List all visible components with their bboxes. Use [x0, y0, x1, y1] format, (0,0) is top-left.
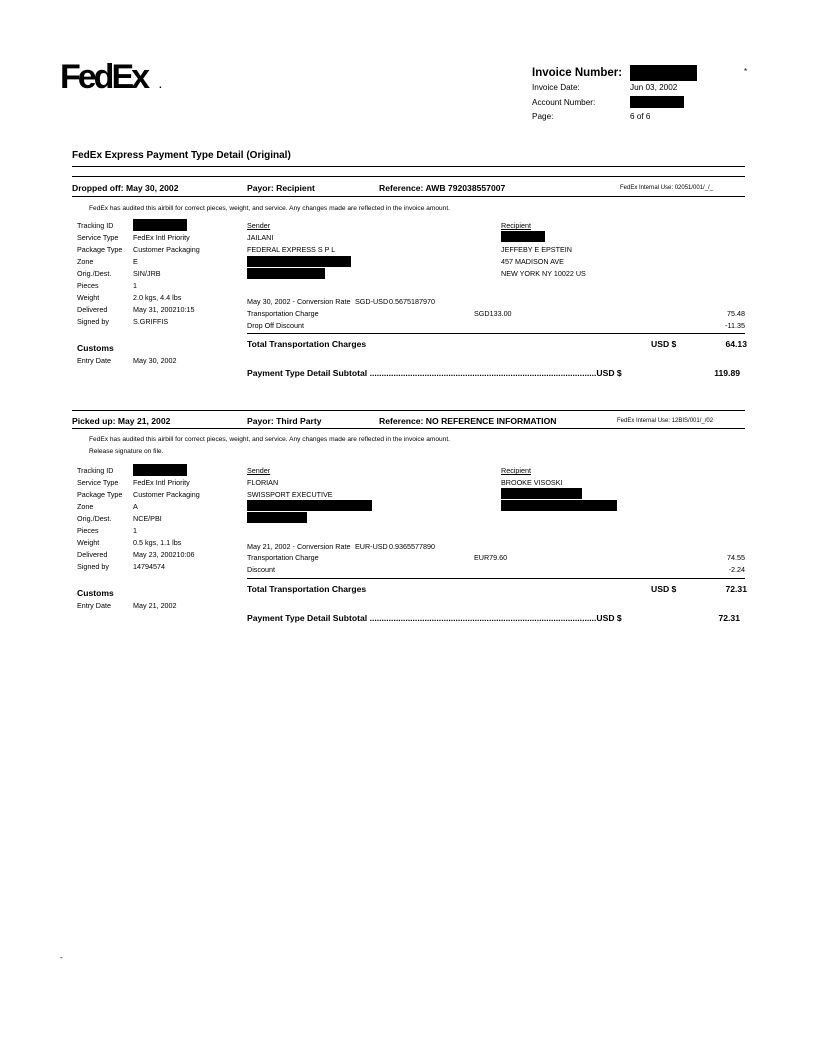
label-tracking-id: Tracking ID [77, 221, 114, 230]
page-label: Page: [532, 112, 554, 121]
label-orig-dest: Orig./Dest. [77, 269, 112, 278]
discount-label: Drop Off Discount [247, 321, 304, 330]
redacted-tracking-id [133, 219, 187, 231]
internal-use: FedEx Internal Use: 12BIS/001/_/02 [617, 418, 714, 424]
footer-mark: - [60, 953, 63, 962]
recipient-line: BROOKE VISOSKI [501, 478, 563, 487]
conversion-rate: 0.5675187970 [389, 297, 435, 306]
discount-label: Discount [247, 565, 275, 574]
divider [72, 410, 745, 411]
signed-by: S.GRIFFIS [133, 317, 169, 326]
redacted-recipient-name [501, 231, 545, 242]
redacted-invoice-number [630, 65, 697, 81]
total-currency: USD $ [651, 339, 677, 349]
sender-heading: Sender [247, 221, 271, 230]
internal-use: FedEx Internal Use: 02051/001/_/_ [620, 185, 714, 191]
label-pieces: Pieces [77, 526, 99, 535]
divider [72, 166, 745, 167]
label-zone: Zone [77, 257, 94, 266]
redacted-recipient-address [501, 500, 617, 511]
total-transport-label: Total Transportation Charges [247, 339, 367, 349]
pieces: 1 [133, 526, 137, 535]
recipient-line: 457 MADISON AVE [501, 257, 564, 266]
entry-date: May 21, 2002 [133, 601, 177, 610]
reference: Reference: AWB 792038557007 [379, 183, 506, 193]
sender-line: SWISSPORT EXECUTIVE [247, 490, 333, 499]
conversion-pair: EUR-USD [355, 542, 388, 551]
label-pieces: Pieces [77, 281, 99, 290]
section-title: FedEx Express Payment Type Detail (Original) [72, 150, 291, 161]
subtotal-label: Payment Type Detail Subtotal ...............................................................................................USD $ [247, 368, 622, 378]
sender-line: JAILANI [247, 233, 274, 242]
weight: 2.0 kgs, 4.4 lbs [133, 293, 182, 302]
label-weight: Weight [77, 293, 100, 302]
divider [247, 333, 745, 334]
recipient-line: JEFFEBY E EPSTEIN [501, 245, 572, 254]
conversion-label: May 30, 2002 - Conversion Rate [247, 297, 351, 306]
label-delivered: Delivered [77, 550, 108, 559]
recipient-line: NEW YORK NY 10022 US [501, 269, 586, 278]
pieces: 1 [133, 281, 137, 290]
discount-amount: -2.24 [728, 565, 745, 574]
zone: E [133, 257, 138, 266]
sender-line: FEDERAL EXPRESS S P L [247, 245, 336, 254]
fedex-logo [60, 60, 164, 96]
package-type: Customer Packaging [133, 245, 200, 254]
orig-dest: NCE/PBI [133, 514, 162, 523]
total-currency: USD $ [651, 584, 677, 594]
label-orig-dest: Orig./Dest. [77, 514, 112, 523]
label-tracking-id: Tracking ID [77, 466, 114, 475]
subtotal-amount: 119.89 [714, 368, 740, 378]
divider [72, 176, 745, 177]
payor: Payor: Third Party [247, 416, 322, 426]
redacted-tracking-id [133, 464, 187, 476]
redacted-recipient-address [501, 488, 582, 499]
recipient-heading: Recipient [501, 221, 531, 230]
subtotal-amount: 72.31 [718, 613, 740, 623]
orig-dest: SIN/JRB [133, 269, 161, 278]
label-entry-date: Entry Date [77, 601, 111, 610]
invoice-date: Jun 03, 2002 [630, 83, 678, 92]
total-amount: 64.13 [725, 339, 747, 349]
recipient-heading: Recipient [501, 466, 531, 475]
divider [247, 578, 745, 579]
redacted-account-number [630, 96, 684, 108]
svg-text:FedEx: FedEx [60, 60, 148, 96]
shipment-date: Picked up: May 21, 2002 [72, 416, 171, 426]
charge-label: Transportation Charge [247, 309, 319, 318]
label-weight: Weight [77, 538, 100, 547]
sender-line: FLORIAN [247, 478, 279, 487]
page-value: 6 of 6 [630, 112, 651, 121]
label-entry-date: Entry Date [77, 356, 111, 365]
shipment-date: Dropped off: May 30, 2002 [72, 183, 179, 193]
divider [72, 428, 745, 429]
label-package-type: Package Type [77, 490, 123, 499]
zone: A [133, 502, 138, 511]
subtotal-label: Payment Type Detail Subtotal ...............................................................................................USD $ [247, 613, 622, 623]
label-package-type: Package Type [77, 245, 123, 254]
delivered: May 31, 200210:15 [133, 305, 195, 314]
conversion-label: May 21, 2002 - Conversion Rate [247, 542, 351, 551]
divider [72, 196, 745, 197]
signed-by: 14794574 [133, 562, 165, 571]
customs-heading: Customs [77, 588, 114, 598]
invoice-number-label: Invoice Number: [532, 67, 623, 79]
audit-note: FedEx has audited this airbill for correct pieces, weight, and service. Any changes made are reflected in the invoice amount. [89, 436, 451, 443]
label-signed-by: Signed by [77, 562, 109, 571]
weight: 0.5 kgs, 1.1 lbs [133, 538, 182, 547]
reference: Reference: NO REFERENCE INFORMATION [379, 416, 557, 426]
service-type: FedEx Intl Priority [133, 478, 190, 487]
account-number-label: Account Number: [532, 98, 596, 107]
payor: Payor: Recipient [247, 183, 315, 193]
label-zone: Zone [77, 502, 94, 511]
logo-dot: . [159, 80, 162, 91]
redacted-sender-address [247, 256, 351, 267]
redacted-sender-address [247, 512, 307, 523]
charge-foreign: EUR79.60 [474, 553, 508, 562]
redacted-sender-address [247, 500, 372, 511]
delivered: May 23, 200210:06 [133, 550, 195, 559]
package-type: Customer Packaging [133, 490, 200, 499]
customs-heading: Customs [77, 343, 114, 353]
sender-heading: Sender [247, 466, 271, 475]
release-note: Release signature on file. [89, 448, 164, 455]
charge-label: Transportation Charge [247, 553, 319, 562]
discount-amount: -11.35 [725, 321, 745, 330]
charge-amount: 74.55 [727, 553, 745, 562]
label-service-type: Service Type [77, 478, 119, 487]
corner-mark: * [744, 67, 748, 76]
entry-date: May 30, 2002 [133, 356, 177, 365]
conversion-rate: 0.9365577890 [389, 542, 435, 551]
charge-amount: 75.48 [727, 309, 745, 318]
redacted-sender-address [247, 268, 325, 279]
conversion-pair: SGD-USD [355, 297, 389, 306]
charge-foreign: SGD133.00 [474, 309, 512, 318]
service-type: FedEx Intl Priority [133, 233, 190, 242]
audit-note: FedEx has audited this airbill for correct pieces, weight, and service. Any changes made are reflected in the invoice amount. [89, 205, 451, 212]
total-amount: 72.31 [725, 584, 747, 594]
label-delivered: Delivered [77, 305, 108, 314]
label-service-type: Service Type [77, 233, 119, 242]
label-signed-by: Signed by [77, 317, 109, 326]
invoice-date-label: Invoice Date: [532, 83, 580, 92]
total-transport-label: Total Transportation Charges [247, 584, 367, 594]
